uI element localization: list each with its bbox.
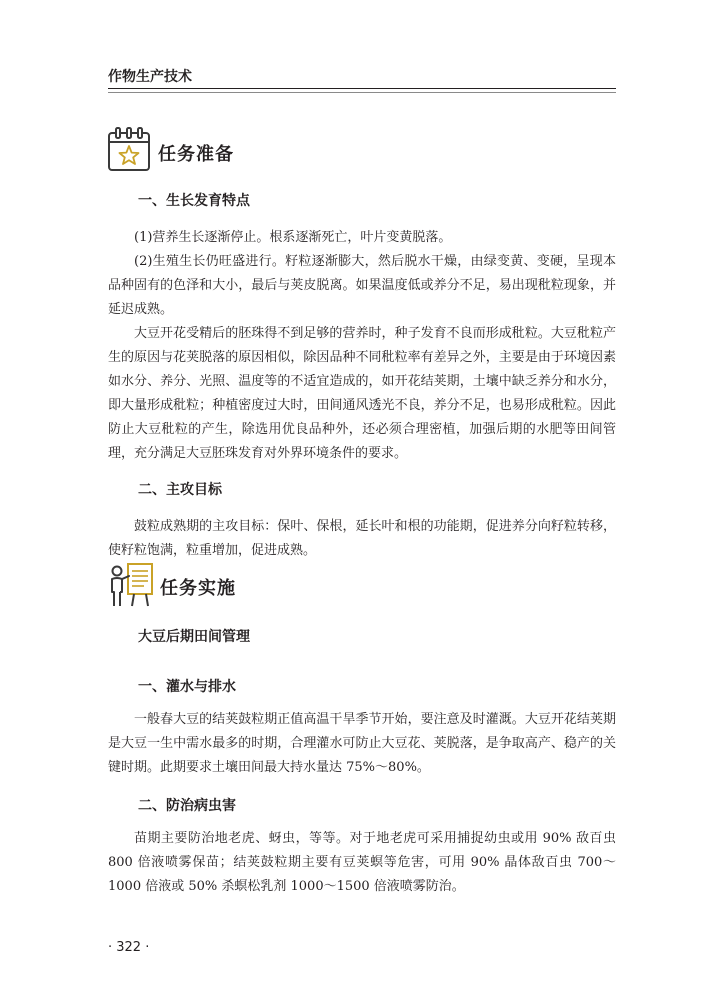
section-heading: 二、防治病虫害: [138, 798, 236, 814]
section-subtitle: 大豆后期田间管理: [138, 629, 250, 645]
calendar-star-icon: [107, 126, 151, 172]
page-header: 作物生产技术: [108, 69, 192, 85]
page-number: · 322 ·: [108, 940, 150, 955]
paragraph: 鼓粒成熟期的主攻目标：保叶、保根，延长叶和根的功能期，促进养分向籽粒转移，使籽粒饱满，粒重增加，促进成熟。: [108, 519, 616, 558]
task-prep-title: 任务准备: [158, 144, 234, 165]
section-heading: 一、生长发育特点: [138, 193, 250, 209]
paragraph: (1)营养生长逐渐停止。根系逐渐死亡，叶片变黄脱落。: [134, 230, 452, 245]
paragraph: 苗期主要防治地老虎、蚜虫，等等。对于地老虎可采用捕捉幼虫或用 90% 敌百虫 800 倍液喷雾保苗；结荚鼓粒期主要有豆荚螟等危害，可用 90% 晶体敌百虫 700～1000 倍液或 50% 杀螟松乳剂 1000～1500 倍液喷雾防治。: [108, 831, 616, 894]
paragraph: 大豆开花受精后的胚珠得不到足够的营养时，种子发育不良而形成秕粒。大豆秕粒产生的原因与花荚脱落的原因相似，除因品种不同秕粒率有差异之外，主要是由于环境因素如水分、养分、光照、温度等的不适宜造成的，如开花结荚期，土壤中缺乏养分和水分，即大量形成秕粒；种植密度过大时，田间通风透光不良，养分不足，也易形成秕粒。因此防止大豆秕粒的产生，除选用优良品种外，还必须合理密植，加强后期的水肥等田间管理，充分满足大豆胚珠发育对外界环境条件的要求。: [108, 326, 616, 461]
presenter-board-icon: [108, 562, 156, 610]
section-heading: 一、灌水与排水: [138, 679, 236, 695]
paragraph: (2)生殖生长仍旺盛进行。籽粒逐渐膨大，然后脱水干燥，由绿变黄、变硬，呈现本品种固有的色泽和大小，最后与荚皮脱离。如果温度低或养分不足，易出现秕粒现象，并延迟成熟。: [108, 254, 616, 317]
header-rule-thin: [108, 92, 616, 93]
header-rule-thick: [108, 88, 616, 89]
paragraph: 一般春大豆的结荚鼓粒期正值高温干旱季节开始，要注意及时灌溉。大豆开花结荚期是大豆一生中需水最多的时期，合理灌水可防止大豆花、荚脱落，是争取高产、稳产的关键时期。此期要求土壤田间最大持水量达 75%～80%。: [108, 712, 616, 775]
section-heading: 二、主攻目标: [138, 482, 222, 498]
task-impl-title: 任务实施: [160, 578, 236, 599]
